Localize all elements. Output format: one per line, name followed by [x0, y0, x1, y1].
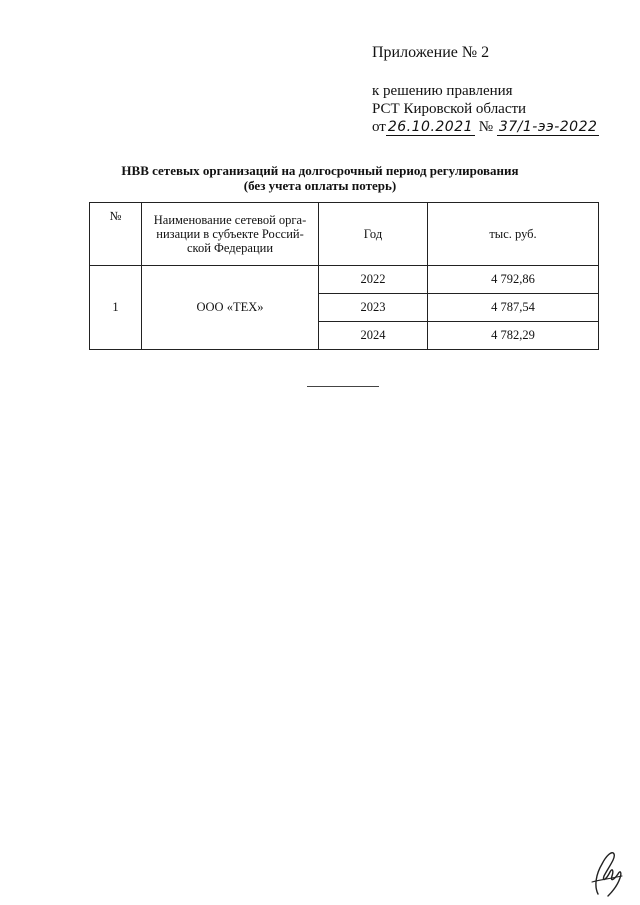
header-value: тыс. руб. — [428, 203, 599, 266]
end-separator — [307, 386, 379, 387]
document-heading — [0, 163, 640, 193]
appendix-line-date-number — [372, 118, 599, 136]
header-num: № — [90, 203, 142, 266]
row-year-2023: 2023 — [319, 294, 428, 322]
handwritten-number: 37/1-ээ-2022 — [498, 119, 598, 135]
row-org-name: ООО «ТЕХ» — [142, 266, 319, 350]
row-value-2024: 4 782,29 — [428, 322, 599, 350]
date-prefix: от — [372, 119, 386, 135]
heading-line-1: НВВ сетевых организаций на долгосрочный период регулирования — [121, 163, 519, 178]
appendix-line-authority: РСТ Кировской области — [372, 101, 527, 117]
heading-line-2: (без учета оплаты потерь) — [243, 178, 397, 193]
handwritten-date: 26.10.2021 — [387, 119, 474, 135]
signature-mark — [584, 846, 624, 898]
row-year-2022: 2022 — [319, 266, 428, 294]
appendix-block — [372, 44, 599, 136]
row-year-2024: 2024 — [319, 322, 428, 350]
row-num: 1 — [90, 266, 142, 350]
header-year: Год — [319, 203, 428, 266]
row-value-2022: 4 792,86 — [428, 266, 599, 294]
appendix-title: Приложение № 2 — [372, 44, 490, 61]
table-row — [90, 266, 599, 294]
appendix-line-decision: к решению правления — [372, 83, 513, 99]
header-name: Наименование сетевой орга-низации в субъекте Россий-ской Федерации — [142, 203, 319, 266]
number-prefix: № — [478, 119, 494, 135]
nvv-table — [89, 202, 599, 350]
table-header-row — [90, 203, 599, 266]
row-value-2023: 4 787,54 — [428, 294, 599, 322]
